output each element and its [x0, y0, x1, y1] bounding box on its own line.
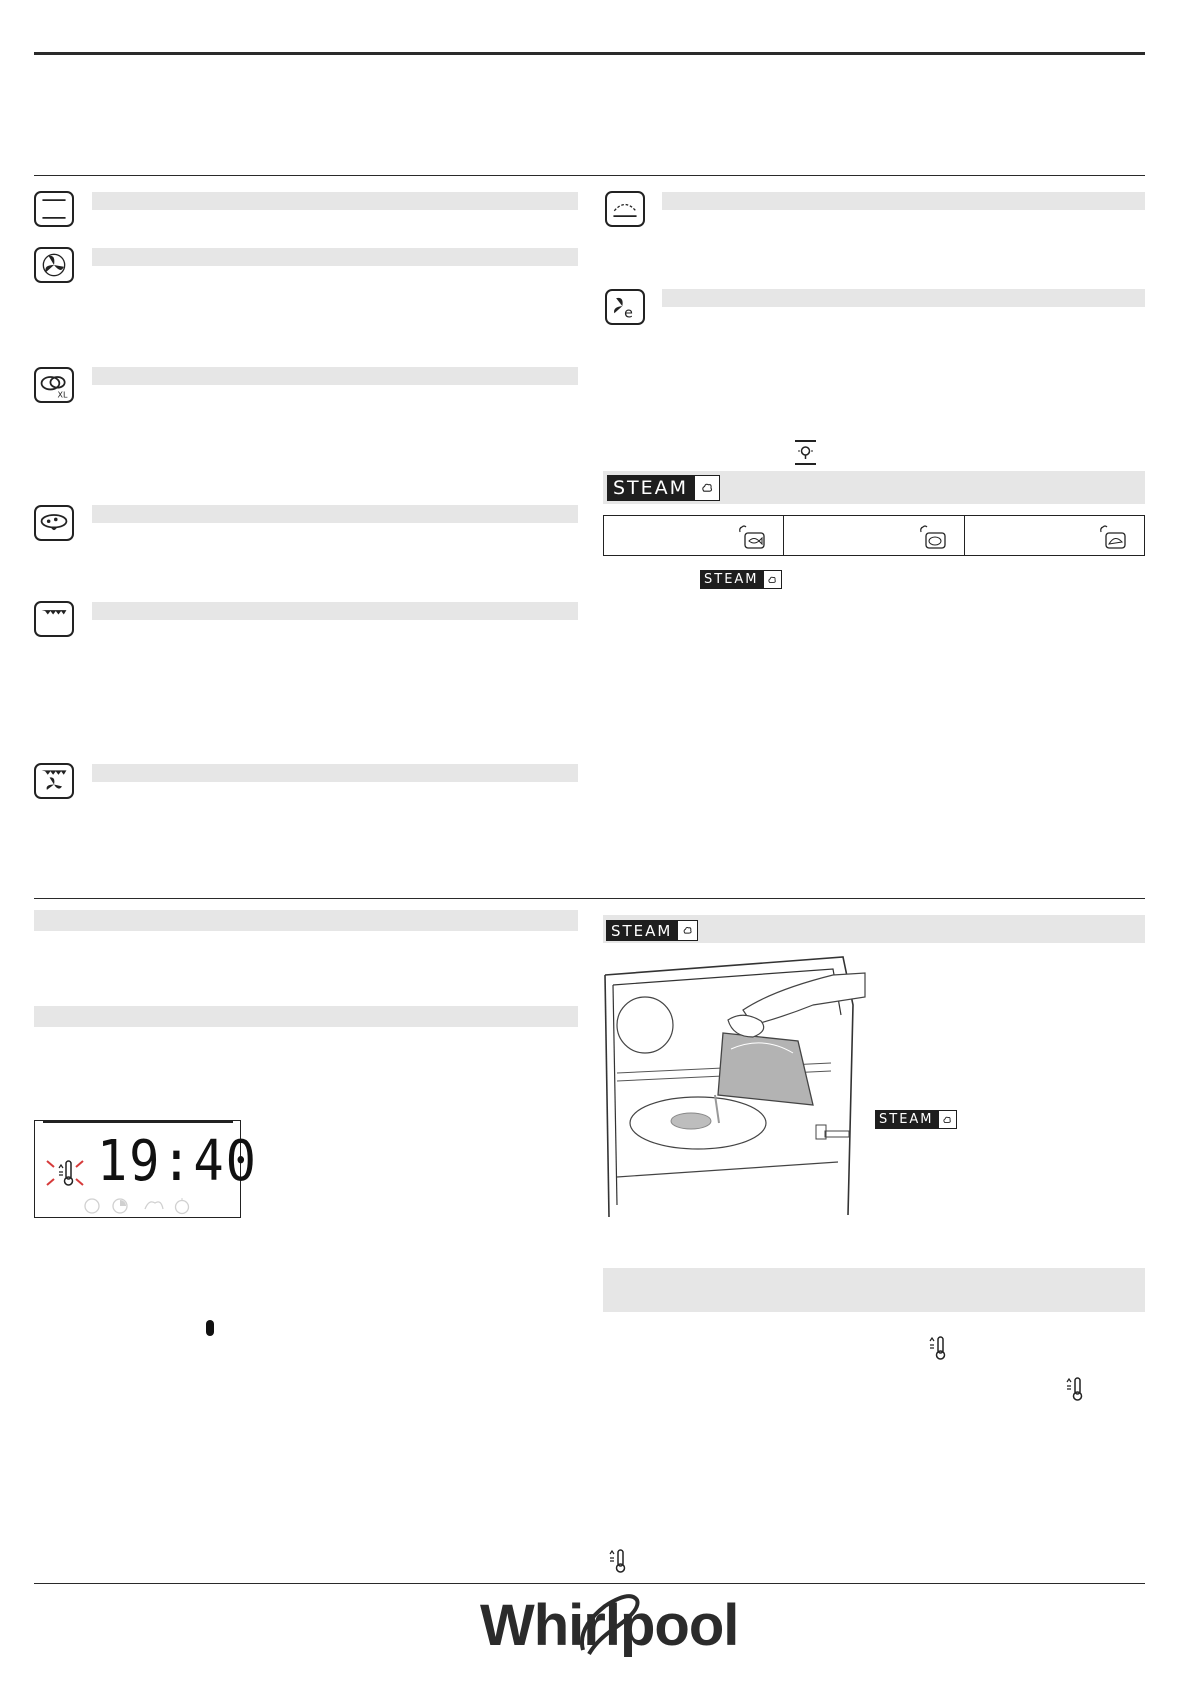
steam-option-cell	[784, 516, 964, 555]
steam-badge-label: STEAM	[613, 477, 689, 499]
steam-badge-label: STEAM	[879, 1112, 934, 1127]
function-heading-band	[92, 764, 578, 782]
steam-badge-large	[607, 475, 720, 501]
steam-badge-medium	[606, 920, 698, 941]
steam-options-table	[603, 515, 1145, 556]
brand-name: Whirlpool	[480, 1593, 739, 1658]
footer-rule	[34, 1583, 1145, 1584]
section-heading-band	[34, 910, 578, 931]
function-heading-band	[92, 248, 578, 266]
display-time: 19:40	[97, 1129, 258, 1194]
function-heading-band	[92, 602, 578, 620]
pizza-icon	[34, 505, 74, 541]
rotisserie-icon	[143, 1195, 165, 1215]
steam-fish-icon	[737, 524, 765, 550]
eco-forced-air-icon	[605, 289, 645, 325]
clock-icon	[83, 1197, 101, 1215]
maxi-cooking-xl-icon	[34, 367, 74, 403]
knob-indicator-icon	[206, 1320, 214, 1336]
steam-icon	[694, 475, 720, 501]
function-heading-band	[92, 505, 578, 523]
grill-icon	[34, 601, 74, 637]
preheat-thermometer-icon	[1065, 1376, 1087, 1402]
turbo-grill-icon	[34, 763, 74, 799]
steam-water-pouring-illustration	[603, 955, 868, 1217]
function-heading-band	[662, 289, 1145, 307]
preheat-thermometer-icon	[928, 1335, 950, 1361]
preheat-thermometer-icon	[45, 1155, 85, 1191]
section-heading-band	[603, 1268, 1145, 1312]
header-rule	[34, 52, 1145, 55]
steam-meat-icon	[918, 524, 946, 550]
steam-badge-small	[875, 1110, 957, 1129]
section-heading-band	[34, 1006, 578, 1027]
conventional-icon	[34, 191, 74, 227]
preheat-thermometer-icon	[608, 1548, 630, 1574]
stopwatch-icon	[173, 1197, 191, 1215]
steam-option-cell	[604, 516, 784, 555]
convection-bake-icon	[34, 247, 74, 283]
steam-badge-label: STEAM	[704, 572, 759, 587]
oven-light-icon	[793, 439, 818, 466]
svg-text:e: e	[624, 305, 633, 322]
function-heading-band	[92, 192, 578, 210]
steam-badge-label: STEAM	[611, 921, 673, 940]
oven-display	[34, 1120, 258, 1218]
function-heading-band	[662, 192, 1145, 210]
bottom-heating-icon	[605, 191, 645, 227]
function-heading-band	[92, 367, 578, 385]
section-divider-top	[34, 175, 1145, 176]
timer-icon	[111, 1197, 129, 1215]
steam-bread-icon	[1098, 524, 1126, 550]
section-divider-middle	[34, 898, 1145, 899]
steam-icon	[677, 920, 698, 941]
steam-badge-inline	[700, 570, 782, 589]
steam-icon	[763, 570, 782, 589]
svg-text:XL: XL	[57, 390, 68, 400]
whirlpool-logo-swoosh	[575, 1588, 655, 1660]
display-top-edge	[43, 1121, 233, 1123]
steam-option-cell	[965, 516, 1144, 555]
steam-icon	[938, 1110, 957, 1129]
